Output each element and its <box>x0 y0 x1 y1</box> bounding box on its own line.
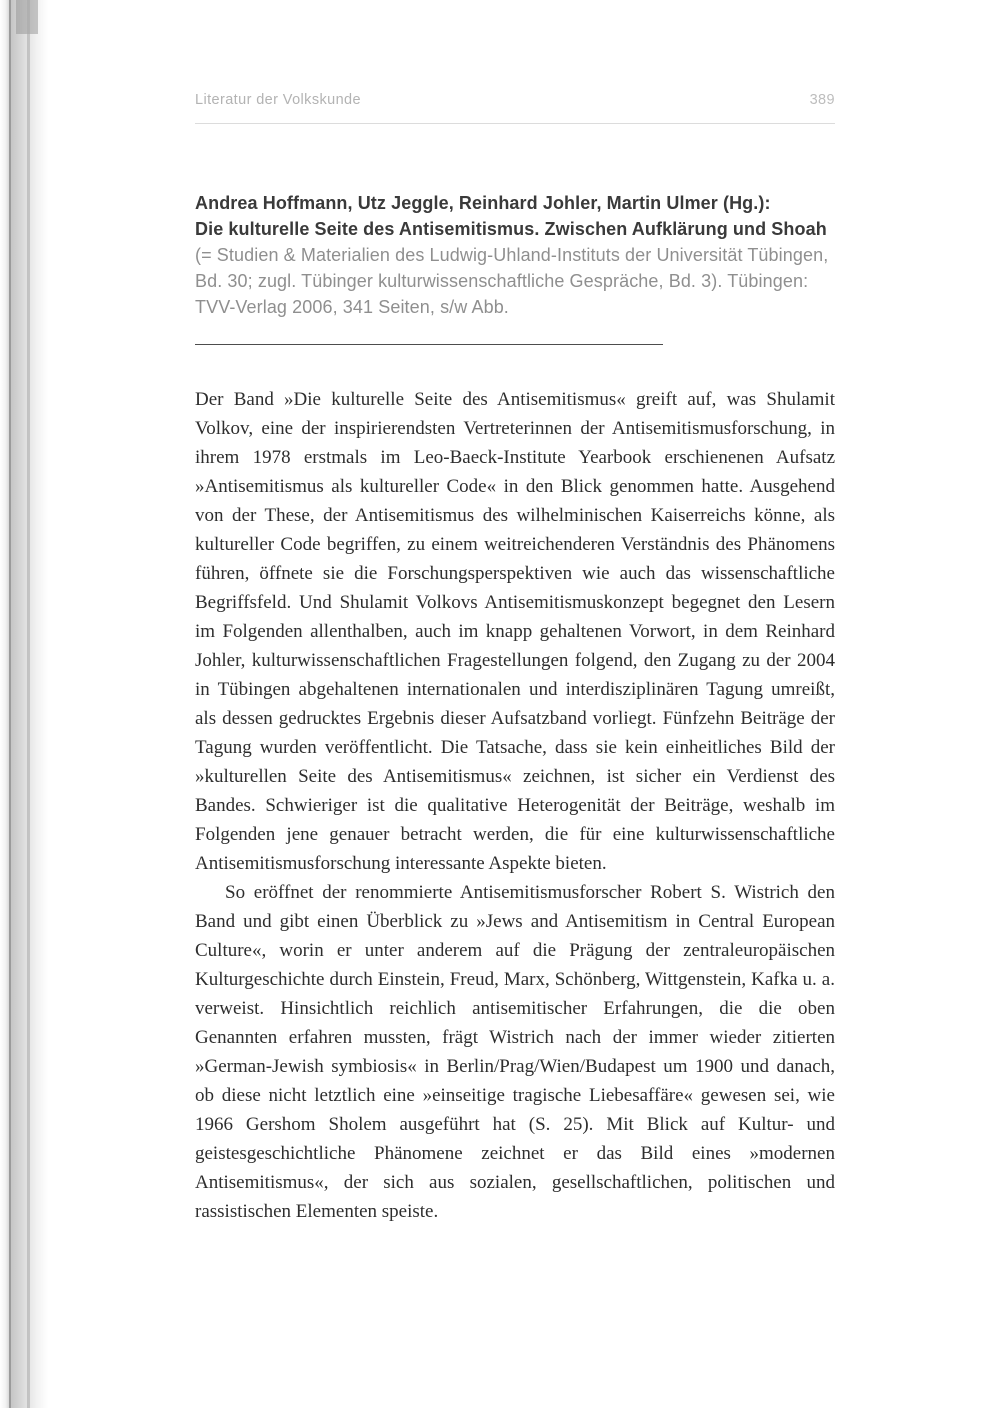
page-edge-line <box>9 0 11 1408</box>
page-edge-inner-line <box>27 0 30 1408</box>
running-header-title: Literatur der Volkskunde <box>195 92 361 108</box>
page-edge-shadow <box>0 0 48 1408</box>
body-paragraph-1: Der Band »Die kulturelle Seite des Antisemitismus« greift auf, was Shulamit Volkov, eine der inspirierendsten Vertreterinnen der Antisemitismusforschung, in ihrem 1978 erstmals im Leo-Baeck-Institute Yearbook erschienenen Aufsatz »Antisemitismus als kultureller Code« in den Blick genommen hatte. Ausgehend von der These, der Antisemitismus des wilhelminischen Kaiserreichs könne, als kultureller Code begriffen, zu einem weitreichenderen Verständnis des Phänomens führen, öffnete sie die Forschungsperspektiven wie auch das wissenschaftliche Begriffsfeld. Und Shulamit Volkovs Antisemitismuskonzept begegnet den Lesern im Folgenden allenthalben, auch im knapp gehaltenen Vorwort, in dem Reinhard Johler, kulturwissenschaftlichen Fragestellungen folgend, den Zugang zu der 2004 in Tübingen abgehaltenen internationalen und interdisziplinären Tagung umreißt, als dessen gedrucktes Ergebnis dieser Aufsatzband vorliegt. Fünfzehn Beiträge der Tagung wurden veröffentlicht. Die Tatsache, dass sie kein einheitliches Bild der »kulturellen Seite des Antisemitismus« zeichnen, ist sicher ein Verdienst des Bandes. Schwieriger ist die qualitative Heterogenität der Beiträge, weshalb im Folgenden jene genauer betracht werden, die für eine kulturwissenschaftliche Antisemitismusforschung interessante Aspekte bieten. <box>195 389 835 874</box>
running-header <box>195 92 835 108</box>
citation-title: Die kulturelle Seite des Antisemitismus. Zwischen Aufklärung und Shoah <box>195 219 827 239</box>
body-paragraph-2: So eröffnet der renommierte Antisemitismusforscher Robert S. Wistrich den Band und gibt einen Überblick zu »Jews and Antisemitism in Central European Culture«, worin er unter anderem auf die Prägung der zentraleuropäischen Kulturgeschichte durch Einstein, Freud, Marx, Schönberg, Wittgenstein, Kafka u. a. verweist. Hinsichtlich reichlich antisemitischer Erfahrungen, die die oben Genannten erfahren mussten, frägt Wistrich nach der immer wieder zitierten »German-Jewish symbiosis« in Berlin/Prag/Wien/Budapest um 1900 und danach, ob diese nicht letztlich eine »einseitige tragische Liebesaffäre« gewesen sei, wie 1966 Gershom Sholem ausgeführt hat (S. 25). Mit Blick auf Kultur- und geistesgeschichtliche Phänomene zeichnet er das Bild eines »modernen Antisemitismus«, der sich aus sozialen, gesellschaftlichen, politischen und rassistischen Elementen speiste. <box>195 882 835 1222</box>
book-citation <box>195 190 835 320</box>
review-body <box>195 385 835 1226</box>
header-rule <box>195 123 835 124</box>
citation-details: (= Studien & Materialien des Ludwig-Uhland-Instituts der Universität Tübingen, Bd. 30; zugl. Tübinger kulturwissenschaftliche Gespräche, Bd. 3). Tübingen: TVV-Verlag 2006, 341 Seiten, s/w Abb. <box>195 245 829 317</box>
citation-authors: Andrea Hoffmann, Utz Jeggle, Reinhard Johler, Martin Ulmer (Hg.): <box>195 193 771 213</box>
page-content <box>195 0 835 1226</box>
citation-divider <box>195 344 663 345</box>
page-number: 389 <box>809 92 835 108</box>
